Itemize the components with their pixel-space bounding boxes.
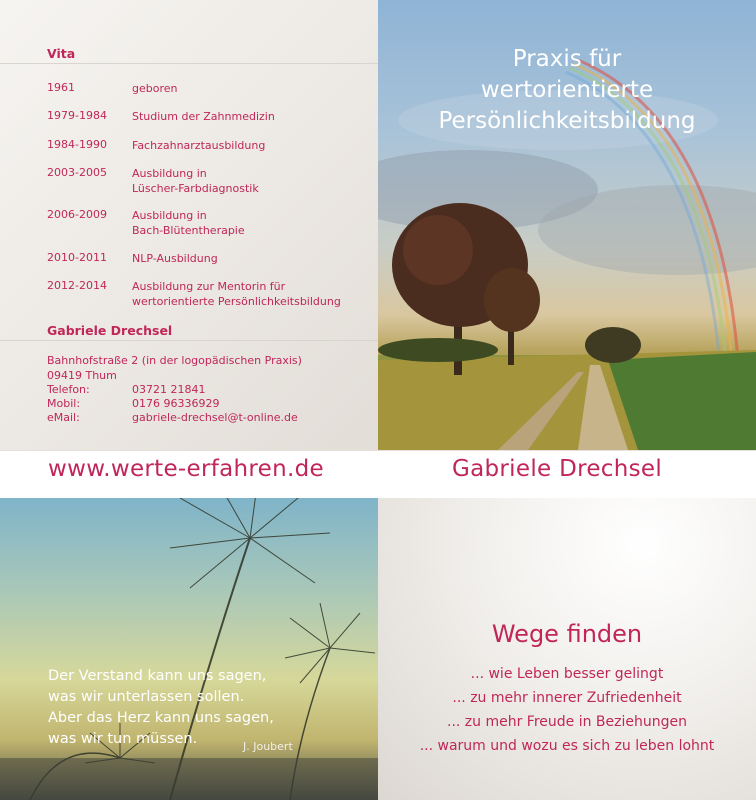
ways-title: Wege finden: [491, 620, 643, 648]
vita-year: 2012-2014: [47, 279, 107, 292]
practice-headline: [378, 44, 756, 137]
ways-panel: [378, 498, 756, 800]
phone-label: Telefon:: [47, 383, 90, 396]
phone-number: 03721 21841: [132, 383, 206, 396]
headline-line: Persönlichkeitsbildung: [438, 108, 696, 134]
website-link[interactable]: www.werte-erfahren.de: [48, 456, 324, 482]
headline-line: wertorientierte: [480, 77, 654, 103]
address-street: Bahnhofstraße 2 (in der logopädischen Praxis): [47, 354, 302, 367]
vita-text: Ausbildung zur Mentorin für wertorientierte Persönlichkeitsbildung: [132, 280, 341, 308]
vita-text: Ausbildung in Bach-Blütentherapie: [132, 209, 245, 237]
dandelion-photo: [0, 498, 378, 800]
quote-line: was wir unterlassen sollen.: [48, 689, 245, 705]
dandelion-illustration: [0, 498, 378, 800]
vita-year: 1984-1990: [47, 138, 107, 151]
ways-line: ... zu mehr Freude in Beziehungen: [447, 714, 687, 730]
vita-text: NLP-Ausbildung: [132, 252, 218, 265]
quote-text: [48, 666, 274, 750]
quote-line: Der Verstand kann uns sagen,: [48, 668, 267, 684]
ways-line: ... zu mehr innerer Zufriedenheit: [452, 690, 682, 706]
vita-year: 1961: [47, 81, 75, 94]
ways-line: ... warum und wozu es sich zu leben lohnt: [419, 738, 715, 754]
ways-line: ... wie Leben besser gelingt: [470, 666, 664, 682]
email-address: gabriele-drechsel@t-online.de: [132, 411, 298, 424]
address-city: 09419 Thum: [47, 369, 117, 382]
mobile-label: Mobil:: [47, 397, 81, 410]
vita-year: 2006-2009: [47, 208, 107, 221]
mobile-number: 0176 96336929: [132, 397, 220, 410]
quote-author: J. Joubert: [243, 740, 293, 753]
contact-divider: [0, 340, 378, 341]
landscape-photo: [378, 0, 756, 450]
vita-divider: [0, 63, 378, 64]
quote-line: was wir tun müssen.: [48, 731, 198, 747]
quote-line: Aber das Herz kann uns sagen,: [48, 710, 274, 726]
vita-text: Studium der Zahnmedizin: [132, 110, 275, 123]
contact-name: Gabriele Drechsel: [47, 323, 173, 338]
vita-year: 2003-2005: [47, 166, 107, 179]
vita-text: Ausbildung in Lüscher-Farbdiagnostik: [132, 167, 259, 195]
vita-text: geboren: [132, 82, 178, 95]
vita-heading: Vita: [47, 46, 76, 61]
vita-text: Fachzahnarztausbildung: [132, 139, 266, 152]
vita-year: 1979-1984: [47, 109, 107, 122]
headline-line: Praxis für: [512, 46, 622, 72]
practitioner-name: Gabriele Drechsel: [452, 456, 663, 482]
email-label: eMail:: [47, 411, 80, 424]
vita-year: 2010-2011: [47, 251, 107, 264]
